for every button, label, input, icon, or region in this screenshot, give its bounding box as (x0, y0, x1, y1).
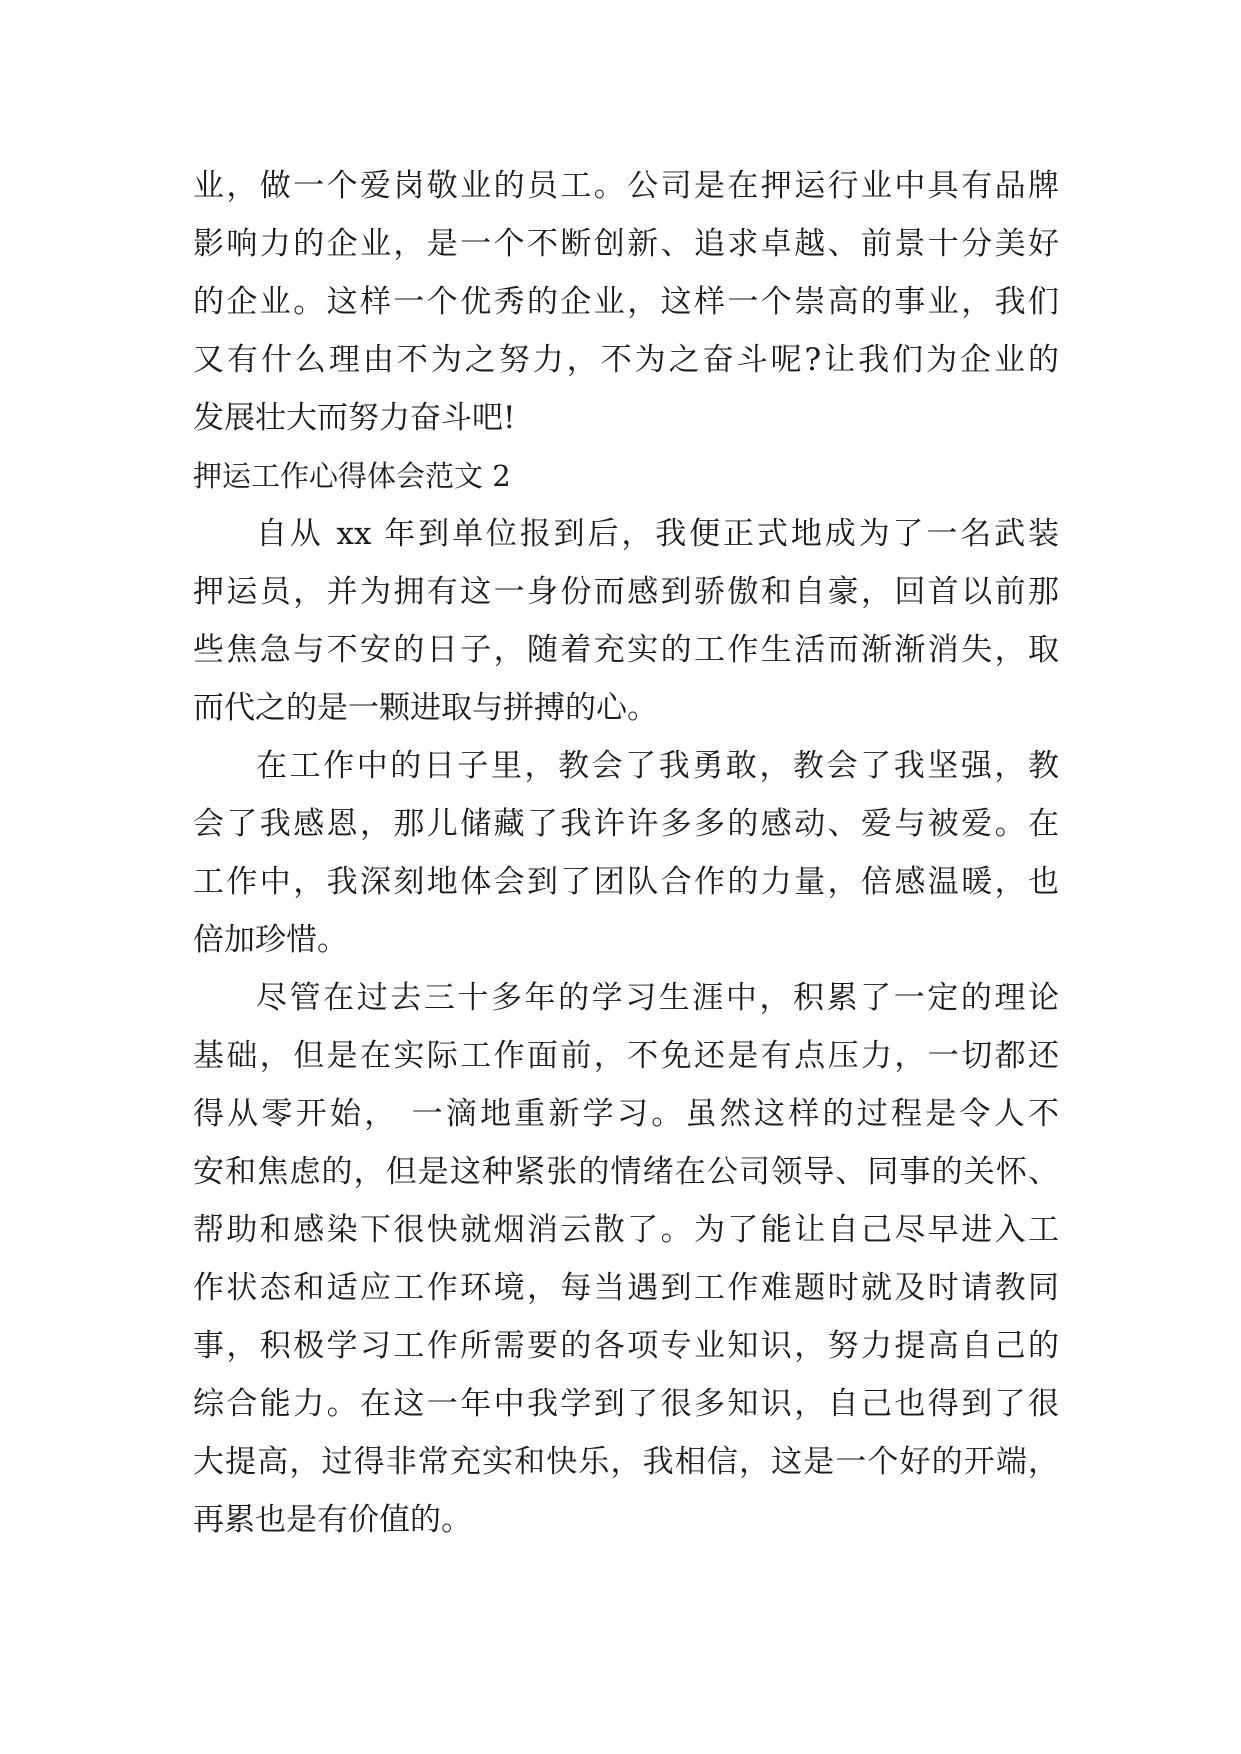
paragraph-line: 大提高，过得非常充实和快乐，我相信，这是一个好的开端， (193, 1444, 1059, 1480)
paragraph-line: 综合能力。在这一年中我学到了很多知识，自己也得到了很 (193, 1386, 1059, 1422)
paragraph-line: 而代之的是一颗进取与拼搏的心。 (193, 690, 658, 726)
paragraph-line: 些焦急与不安的日子，随着充实的工作生活而渐渐消失，取 (193, 632, 1059, 668)
document-body (193, 157, 1059, 1549)
paragraph-line: 得从零开始， 一滴地重新学习。虽然这样的过程是令人不 (193, 1096, 1059, 1132)
paragraph-line: 再累也是有价值的。 (193, 1502, 472, 1538)
paragraph-line: 安和焦虑的，但是这种紧张的情绪在公司领导、同事的关怀、 (193, 1154, 1059, 1190)
paragraph-line: 发展壮大而努力奋斗吧! (193, 400, 516, 436)
section-heading: 押运工作心得体会范文 2 (193, 459, 511, 493)
paragraph-line: 作状态和适应工作环境，每当遇到工作难题时就及时请教同 (193, 1270, 1059, 1306)
paragraph-line: 倍加珍惜。 (193, 922, 348, 958)
paragraph-line: 押运员，并为拥有这一身份而感到骄傲和自豪，回首以前那 (193, 574, 1059, 610)
paragraph-line: 影响力的企业，是一个不断创新、追求卓越、前景十分美好 (193, 226, 1059, 262)
paragraph-line: 帮助和感染下很快就烟消云散了。为了能让自己尽早进入工 (193, 1212, 1059, 1248)
paragraph-line: 自从 xx 年到单位报到后，我便正式地成为了一名武装 (256, 516, 1059, 552)
paragraph-line: 的企业。这样一个优秀的企业，这样一个崇高的事业，我们 (193, 284, 1059, 320)
paragraph-line: 工作中，我深刻地体会到了团队合作的力量，倍感温暖，也 (193, 864, 1059, 900)
paragraph-line: 尽管在过去三十多年的学习生涯中，积累了一定的理论 (256, 980, 1059, 1016)
paragraph-2 (193, 737, 1059, 969)
paragraph-line: 业，做一个爱岗敬业的员工。公司是在押运行业中具有品牌 (193, 168, 1059, 204)
paragraph-line: 又有什么理由不为之努力，不为之奋斗呢?让我们为企业的 (193, 342, 1059, 378)
paragraph-1 (193, 505, 1059, 737)
intro-paragraph (193, 157, 1059, 447)
paragraph-3 (193, 969, 1059, 1549)
paragraph-line: 事，积极学习工作所需要的各项专业知识，努力提高自己的 (193, 1328, 1059, 1364)
paragraph-line: 会了我感恩，那儿储藏了我许许多多的感动、爱与被爱。在 (193, 806, 1059, 842)
paragraph-line: 在工作中的日子里，教会了我勇敢，教会了我坚强，教 (256, 748, 1059, 784)
paragraph-line: 基础，但是在实际工作面前，不免还是有点压力，一切都还 (193, 1038, 1059, 1074)
